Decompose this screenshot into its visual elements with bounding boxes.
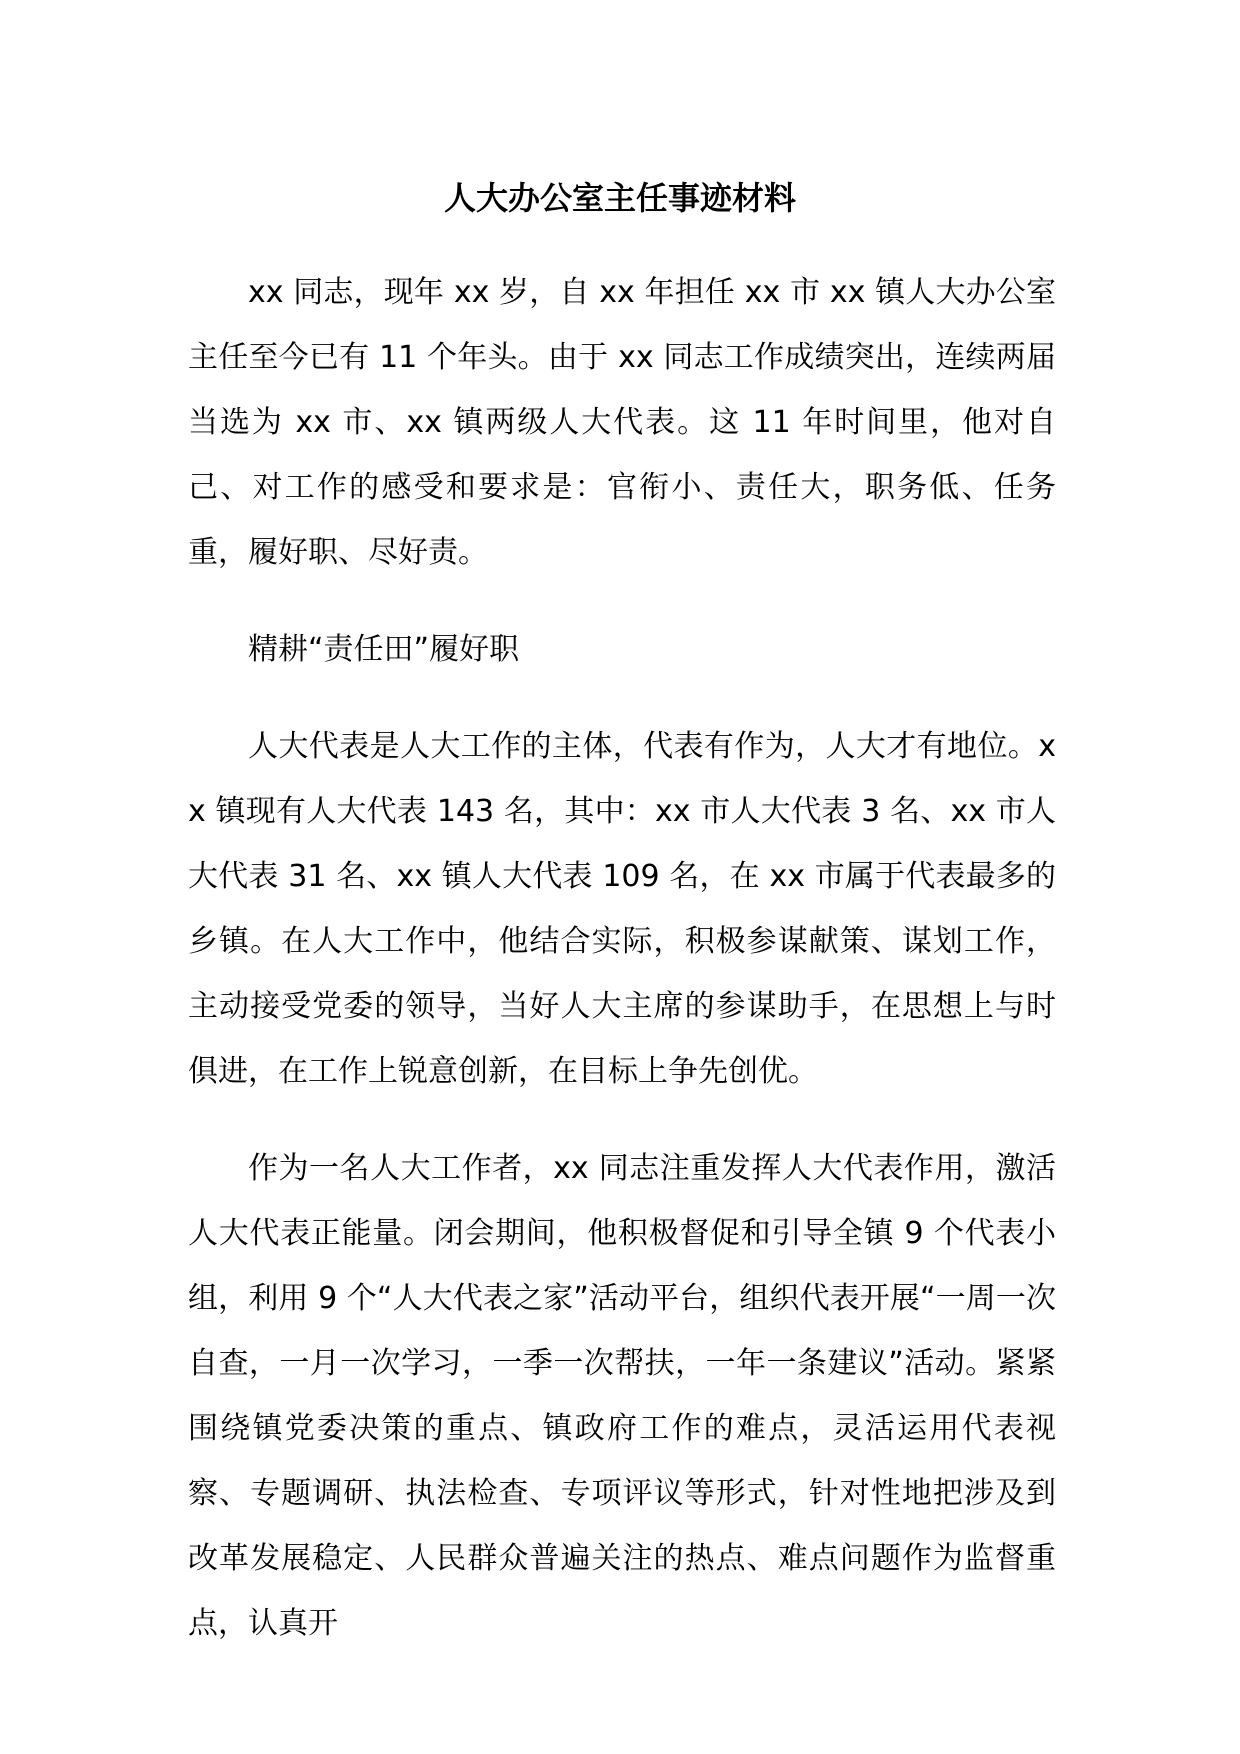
section-heading: 精耕“责任田”履好职: [248, 632, 520, 667]
paragraph-representatives: 人大代表是人大工作的主体，代表有作为，人大才有地位。xx 镇现有人大代表 143 名，其中：xx 市人大代表 3 名、xx 市人大代表 31 名、xx 镇人大代表 109 名，在 xx 市属于代表最多的乡镇。在人大工作中，他结合实际，积极参谋献策、谋划工作，主动接受党委的领导，当好人大主席的参谋助手，在思想上与时俱进，在工作上锐意创新，在目标上争先创优。: [188, 729, 1056, 1089]
document-body: [188, 260, 1056, 1688]
paragraph-intro: xx 同志，现年 xx 岁，自 xx 年担任 xx 市 xx 镇人大办公室主任至今已有 11 个年头。由于 xx 同志工作成绩突出，连续两届当选为 xx 市、xx 镇两级人大代表。这 11 年时间里，他对自己、对工作的感受和要求是：官衔小、责任大，职务低、任务重，履好职、尽好责。: [188, 275, 1056, 570]
paragraph-role: 作为一名人大工作者，xx 同志注重发挥人大代表作用，激活人大代表正能量。闭会期间，他积极督促和引导全镇 9 个代表小组，利用 9 个“人大代表之家”活动平台，组织代表开展“一周一次自查，一月一次学习，一季一次帮扶，一年一条建议”活动。紧紧围绕镇党委决策的重点、镇政府工作的难点，灵活运用代表视察、专题调研、执法检查、专项评议等形式，针对性地把涉及到改革发展稳定、人民群众普遍关注的热点、难点问题作为监督重点，认真开: [188, 1151, 1056, 1641]
document-title: 人大办公室主任事迹材料: [443, 179, 796, 217]
